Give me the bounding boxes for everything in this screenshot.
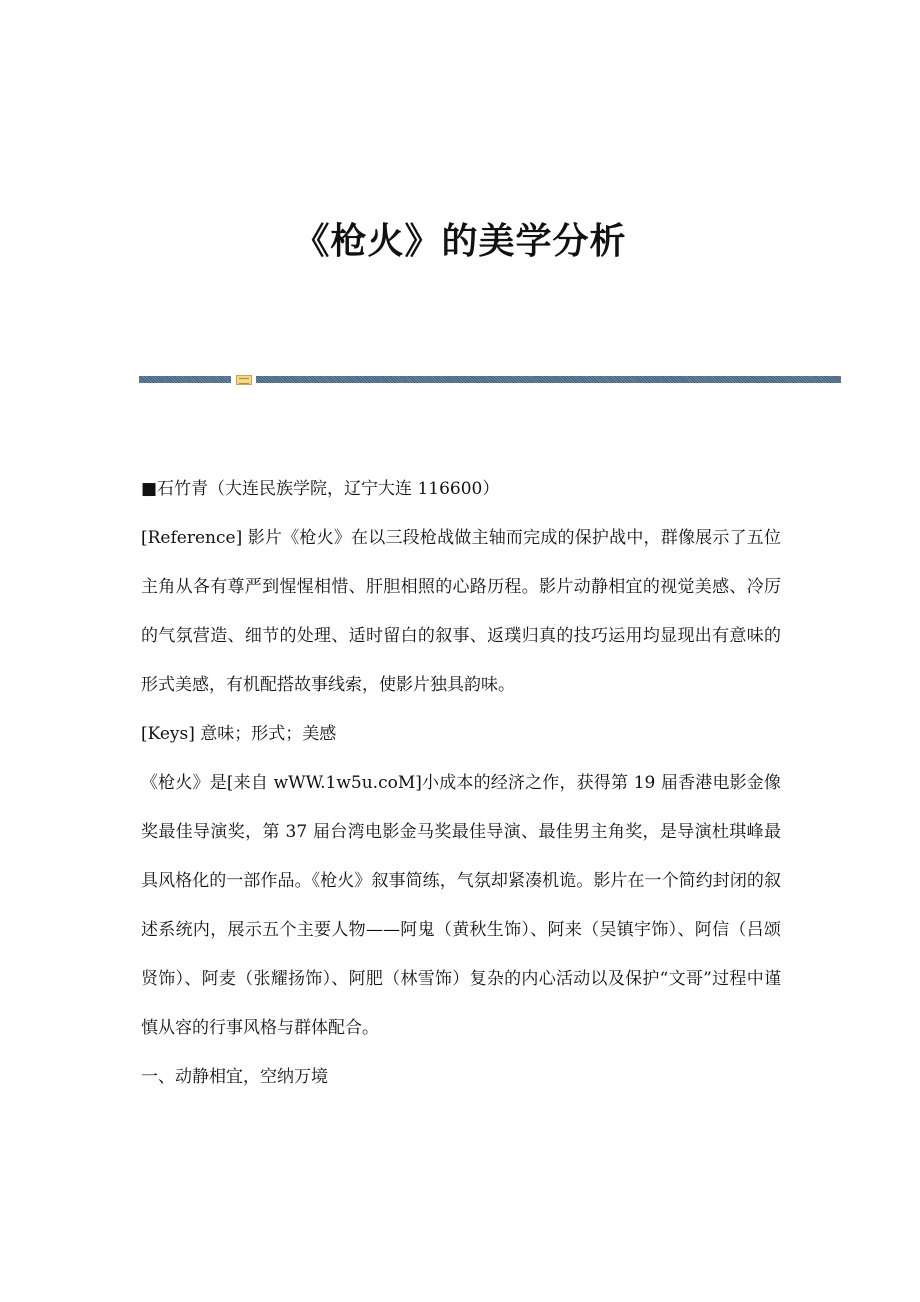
section-heading: 一、动静相宜，空纳万境 bbox=[141, 1067, 328, 1087]
document-title: 《枪火》的美学分析 bbox=[293, 221, 627, 262]
divider-bar-left bbox=[139, 376, 231, 383]
envelope-icon bbox=[236, 375, 252, 385]
body-paragraph: 《枪火》是[来自 wWW.1w5u.coM]小成本的经济之作，获得第 19 届香港电影金像奖最佳导演奖，第 37 届台湾电影金马奖最佳导演、最佳男主角奖，是导演杜琪峰最具风格化的一部作品。《枪火》叙事简练，气氛却紧凑机诡。影片在一个简约封闭的叙述系统内，展示五个主要人物——阿鬼（黄秋生饰）、阿来（吴镇宇饰）、阿信（吕颂贤饰）、阿麦（张耀扬饰）、阿肥（林雪饰）复杂的内心活动以及保护“文哥”过程中谨慎从容的行事风格与群体配合。 bbox=[141, 773, 781, 1038]
document-body bbox=[141, 465, 781, 1102]
divider-bar-right bbox=[256, 376, 841, 383]
abstract-paragraph: [Reference] 影片《枪火》在以三段枪战做主轴而完成的保护战中，群像展示了五位主角从各有尊严到惺惺相惜、肝胆相照的心路历程。影片动静相宜的视觉美感、冷厉的气氛营造、细节的处理、适时留白的叙事、返璞归真的技巧运用均显现出有意味的形式美感，有机配搭故事线索，使影片独具韵味。 bbox=[141, 528, 781, 695]
title-divider bbox=[139, 375, 841, 384]
keywords-line: [Keys] 意味；形式；美感 bbox=[141, 724, 337, 744]
author-line: ■石竹青（大连民族学院，辽宁大连 116600） bbox=[141, 479, 500, 499]
